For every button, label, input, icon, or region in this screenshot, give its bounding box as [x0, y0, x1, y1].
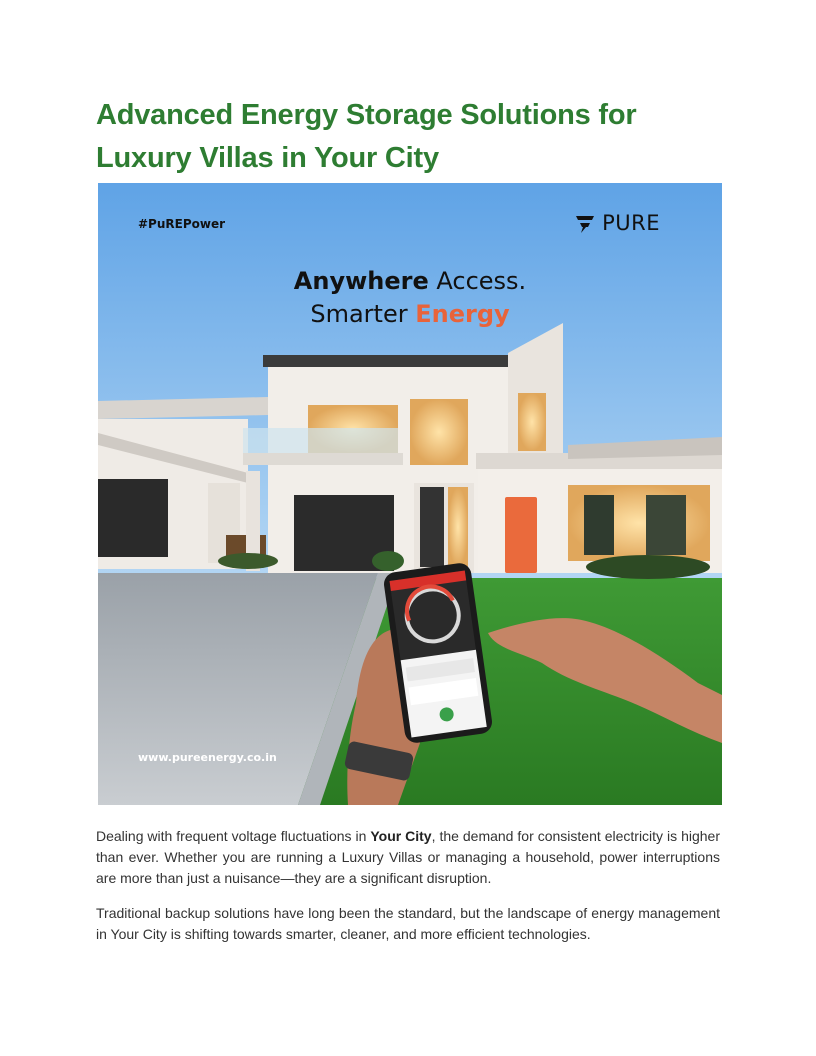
subline-start: Smarter — [310, 300, 408, 328]
page-title: Advanced Energy Storage Solutions for Luxury Villas in Your City — [96, 99, 637, 174]
paragraph-intro — [96, 826, 720, 889]
paragraph-traditional: Traditional backup solutions have long been the standard, but the landscape of energy management in Your City is shifting towards smarter, cleaner, and more efficient technologies. — [96, 905, 720, 942]
headline-bold: Anywhere — [293, 267, 429, 295]
headline-line-2 — [98, 298, 722, 331]
p1-after: , the demand for consistent electricity is higher than ever. Whether you are running a Luxury Villas or managing a household, power interruptions are more than just a nuisance—they are a significant disruption. — [96, 828, 720, 886]
p1-before: Dealing with frequent voltage fluctuations in — [96, 828, 371, 844]
brand-mark-icon — [574, 212, 596, 234]
subline-accent: Energy — [415, 300, 510, 328]
hashtag-label: #PuREPower — [138, 217, 226, 231]
brand-logo — [574, 211, 660, 235]
brand-name: PURE — [602, 211, 660, 235]
hero-image — [98, 183, 722, 805]
headline-line-1 — [98, 265, 722, 298]
headline-rest: Access. — [436, 267, 527, 295]
hero-headline — [98, 265, 722, 331]
p1-city: Your City — [370, 828, 432, 844]
website-url: www.pureenergy.co.in — [138, 751, 277, 764]
